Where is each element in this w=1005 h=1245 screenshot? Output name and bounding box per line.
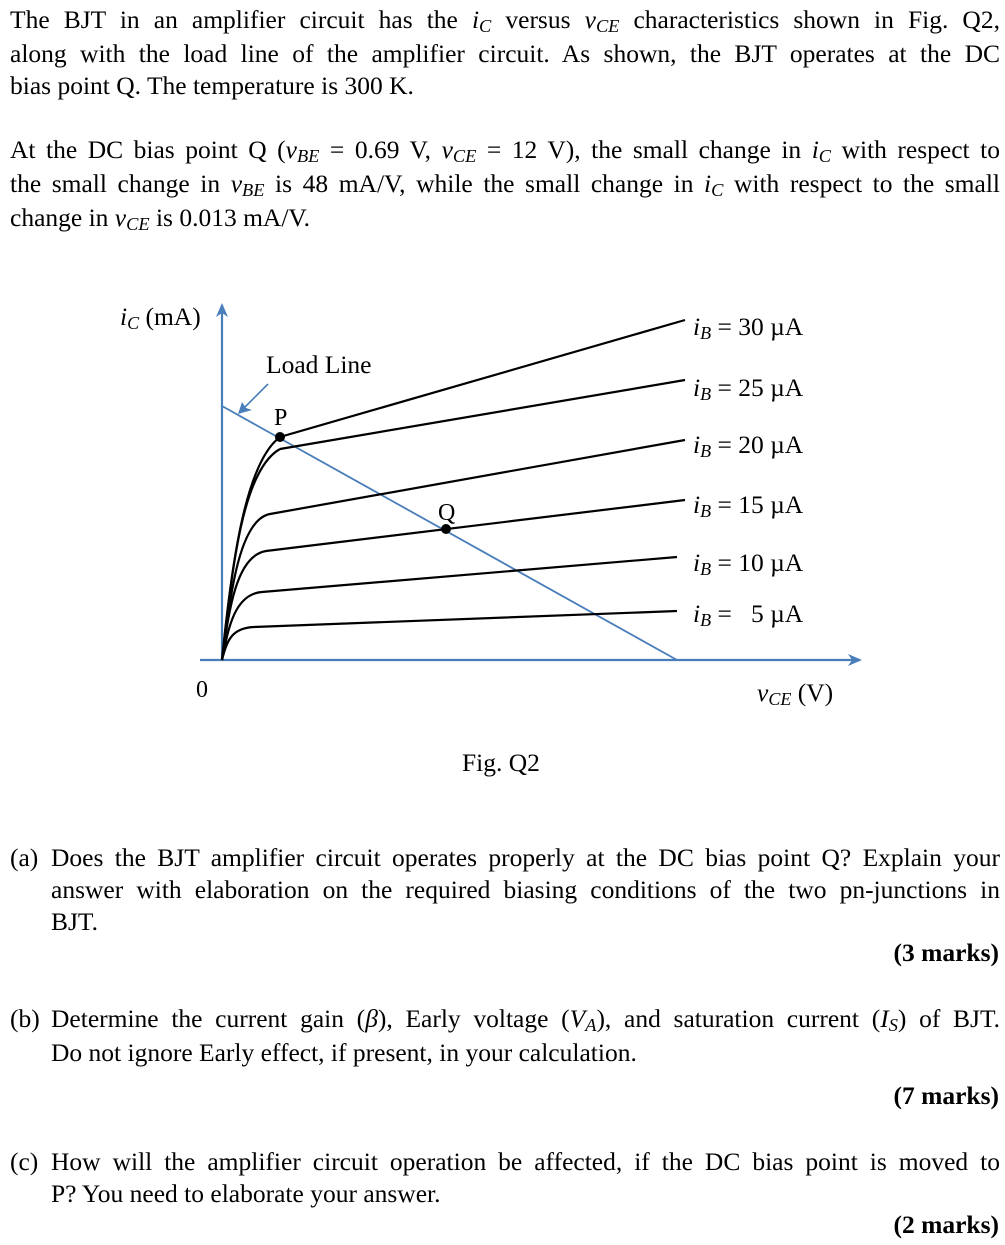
origin-label: 0 (196, 677, 208, 703)
figure-caption: Fig. Q2 (462, 748, 540, 777)
question-a-line-3: BJT. (51, 907, 98, 936)
load-line-pointer-arrowhead (238, 402, 252, 414)
question-c-label: (c) (10, 1147, 39, 1176)
curve-ib-25-linear (280, 380, 685, 449)
bias-paragraph (10, 134, 1000, 236)
intro-line-1: The BJT in an amplifier circuit has the iC versus vCE characteristics shown in Fig. Q2, (10, 5, 1000, 37)
curve-label-ib-20: iB = 20 µA (693, 430, 804, 461)
question-a-marks: (3 marks) (893, 938, 999, 967)
bias-line-1: At the DC bias point Q (vBE = 0.69 V, vCE = 12 V), the small change in iC with respect to (10, 135, 1000, 167)
curve-ib-20 (222, 440, 685, 660)
question-a-label: (a) (10, 843, 39, 872)
intro-paragraph (10, 4, 1000, 102)
bias-line-3: change in vCE is 0.013 mA/V. (10, 203, 310, 235)
intro-line-2: along with the load line of the amplifier circuit. As shown, the BJT operates at the DC (10, 39, 1000, 68)
curve-label-ib-30: iB = 30 µA (693, 312, 804, 343)
curve-label-ib-5: iB = 5 µA (693, 599, 804, 630)
point-q-label: Q (438, 500, 456, 526)
curve-ib-25 (222, 449, 280, 660)
question-c-marks: (2 marks) (893, 1210, 999, 1239)
load-line-label: Load Line (266, 350, 372, 379)
question-b-line-2: Do not ignore Early effect, if present, in your calculation. (51, 1038, 637, 1067)
question-c-line-1: How will the amplifier circuit operation be affected, if the DC bias point is moved to (51, 1147, 1000, 1176)
y-axis-label: iC (mA) (120, 302, 201, 333)
question-c (10, 1146, 1000, 1210)
bias-line-2: the small change in vBE is 48 mA/V, while the small change in iC with respect to the small (10, 169, 1000, 201)
intro-line-3: bias point Q. The temperature is 300 K. (10, 71, 414, 100)
curve-ib-10 (222, 557, 677, 660)
bjt-characteristics-diagram (0, 280, 1005, 780)
curve-label-ib-15: iB = 15 µA (693, 490, 804, 521)
question-b-label: (b) (10, 1004, 40, 1033)
figure-q2 (0, 280, 1005, 785)
point-p-marker (275, 432, 285, 442)
curve-ib-5 (222, 611, 677, 660)
curve-label-ib-25: iB = 25 µA (693, 373, 804, 404)
question-a (10, 842, 1000, 938)
point-p-label: P (274, 405, 288, 431)
load-line (222, 406, 677, 660)
curve-label-ib-10: iB = 10 µA (693, 548, 804, 579)
question-b-line-1: Determine the current gain (β), Early voltage (VA), and saturation current (IS) of BJT. (51, 1004, 1001, 1036)
question-a-line-1: Does the BJT amplifier circuit operates properly at the DC bias point Q? Explain your (51, 843, 1000, 872)
question-a-line-2: answer with elaboration on the required biasing conditions of the two pn-junctions in (51, 875, 1000, 904)
x-axis-label: vCE (V) (757, 678, 834, 709)
question-b-marks: (7 marks) (893, 1081, 999, 1110)
load-line-pointer-arrow (242, 384, 268, 410)
question-b (10, 1003, 1000, 1069)
question-c-line-2: P? You need to elaborate your answer. (51, 1179, 441, 1208)
